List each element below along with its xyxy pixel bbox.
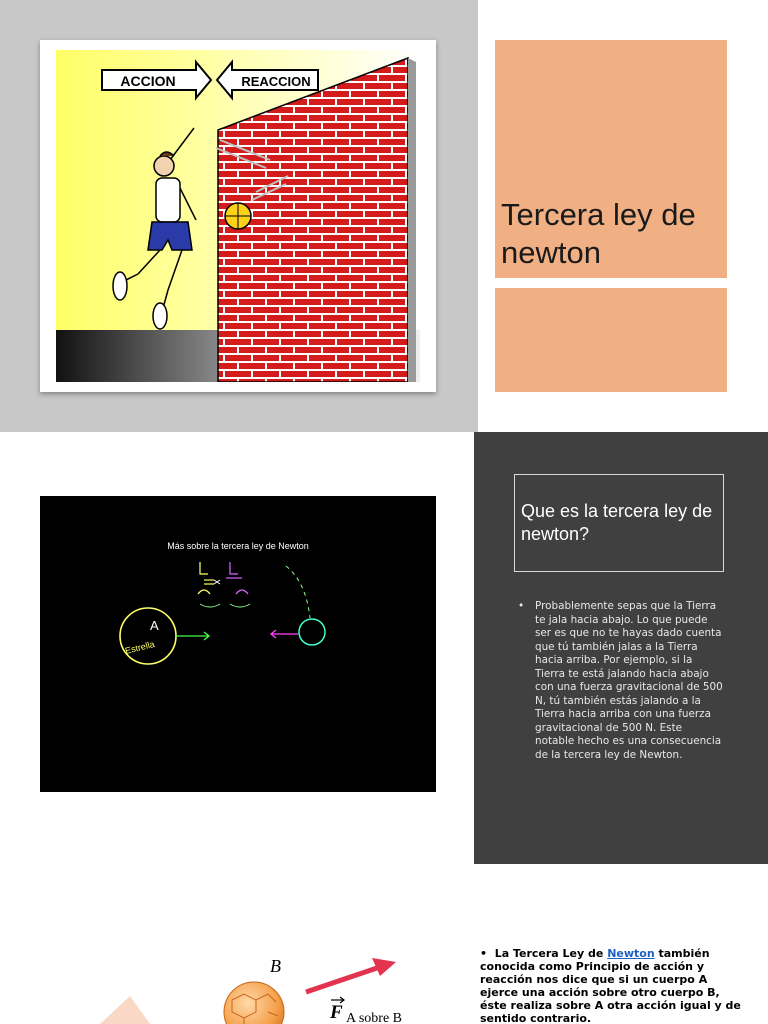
bullet-marker: • — [518, 600, 525, 612]
video-frame[interactable] — [40, 496, 436, 792]
slide-2 — [0, 432, 768, 864]
text-panel — [474, 432, 768, 864]
title-box — [495, 40, 727, 278]
force-subscript: A sobre B — [346, 1011, 402, 1024]
planet-circle — [299, 619, 325, 645]
slide-title: Tercera ley de newton — [501, 197, 696, 270]
basketball-wall-drawing — [56, 50, 420, 382]
body-bullet — [518, 600, 724, 762]
star-circle — [120, 608, 176, 664]
slide-heading: Que es la tercera ley de newton? — [521, 501, 713, 544]
ball-b-icon — [224, 982, 284, 1024]
video-chalk-drawing — [40, 496, 436, 792]
newton-link[interactable]: Newton — [607, 947, 655, 960]
force-symbol: F — [330, 1002, 343, 1023]
accent-block — [495, 288, 727, 392]
body-label-b: B — [270, 956, 281, 976]
star-label: Estrella — [124, 638, 156, 656]
text-after-link: también conocida como Principio de acción y reacción nos dice que si un cuerpo A ejerce una acción sobre otro cuerpo B, éste realiza sobre A otra acción igual y de sentido contrario. — [480, 947, 741, 1024]
slide-1 — [0, 0, 768, 432]
action-reaction-illustration[interactable] — [40, 40, 436, 392]
reaccion-label: REACCION — [241, 74, 311, 89]
video-caption: Más sobre la tercera ley de Newton — [167, 541, 309, 551]
force-arrow — [306, 967, 380, 992]
text-before-link: La Tercera Ley de — [494, 947, 608, 960]
accion-label: ACCION — [120, 73, 176, 89]
third-law-paragraph — [480, 947, 745, 1024]
slide-3 — [0, 864, 768, 1024]
slide-1-image-panel — [0, 0, 478, 432]
bullet-marker: • — [480, 947, 488, 960]
body-text: Probablemente sepas que la Tierra te jala hacia abajo. Lo que puede ser es que no te hayas dado cuenta que tú también jalas a la Tierra hacia arriba. Por ejemplo, si la Tierra te está jalando hacia abajo con una fuerza gravitacional de 500 N, tú también estás jalando a la Tierra hacia arriba con una fuerza gravitacional de 500 N. Este notable hecho es una consecuencia de la tercera ley de Newton. — [535, 600, 723, 761]
force-diagram — [0, 864, 470, 1024]
label-a: A — [150, 618, 159, 633]
heading-box — [514, 474, 724, 572]
